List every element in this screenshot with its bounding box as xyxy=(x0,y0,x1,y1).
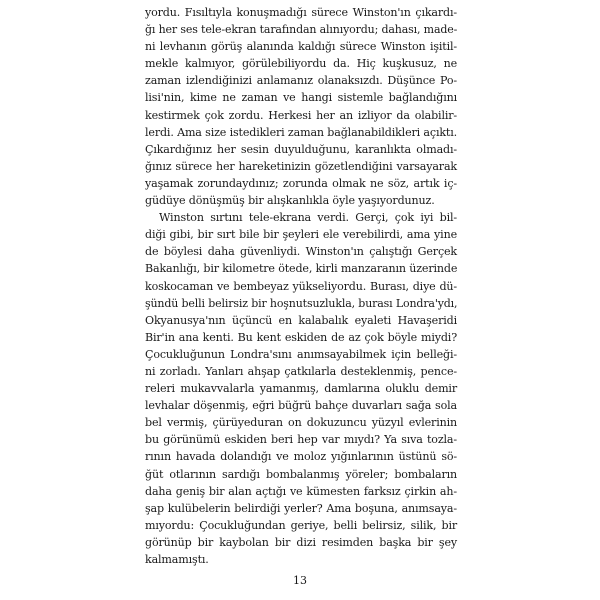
text-line: şündü belli belirsiz bir hoşnutsuzlukla, burası Londra'ydı, xyxy=(145,296,458,310)
text-line: Çocukluğunun Londra'sını anımsayabilmek için belleği- xyxy=(145,347,457,361)
text-line: diği gibi, bir sırt bile bir şeyleri ele verebilirdi, ama yine xyxy=(145,228,457,242)
text-line: mekle kalmıyor, görülebiliyordu da. Hiç kuşkusuz, ne xyxy=(145,57,457,71)
text-line: Okyanusya'nın üçüncü en kalabalık eyaleti Havaşeridi xyxy=(145,313,457,327)
text-line: Bakanlığı, bir kilometre ötede, kirli manzaranın üzerinde xyxy=(145,262,458,276)
text-line: Winston sırtını tele-ekrana verdi. Gerçi, çok iyi bil- xyxy=(159,211,457,225)
text-line: kalmamıştı. xyxy=(145,553,209,566)
text-line: ni zorladı. Yanları ahşap çatkılarla desteklenmiş, pence- xyxy=(145,364,457,378)
text-line: bel vermiş, çürüyeduran on dokuzuncu yüzyıl evlerinin xyxy=(145,416,457,430)
text-line: zaman izlendiğinizi anlamanız olanaksızdı. Düşünce Po- xyxy=(145,74,457,88)
text-line: Bir'in ana kenti. Bu kent eskiden de az çok böyle miydi? xyxy=(145,330,457,344)
text-line: görünüp bir kaybolan bir dizi resimden başka bir şey xyxy=(145,535,457,549)
text-line: lerdi. Ama size istedikleri zaman bağlanabildikleri açıktı. xyxy=(145,125,457,139)
text-line: bu görünümü eskiden beri hep var mıydı? Ya sıva tozla- xyxy=(145,433,457,447)
text-line: yaşamak zorundaydınız; zorunda olmak ne söz, artık iç- xyxy=(145,176,457,190)
text-line: kestirmek çok zordu. Herkesi her an izliyor da olabilir- xyxy=(145,108,457,122)
page-number: 13 xyxy=(293,574,307,587)
text-line: levhalar döşenmiş, eğri büğrü bahçe duvarları sağa sola xyxy=(145,399,457,413)
text-line: de böylesi daha güvenliydi. Winston'ın çalıştığı Gerçek xyxy=(145,245,457,259)
text-line: koskocaman ve bembeyaz yükseliyordu. Burası, diye dü- xyxy=(145,279,457,293)
text-line: ğı her ses tele-ekran tarafından alınıyordu; dahası, made- xyxy=(145,23,458,37)
text-line: mıyordu: Çocukluğundan geriye, belli belirsiz, silik, bir xyxy=(145,518,457,532)
body-text xyxy=(145,4,457,568)
text-line: releri mukavvalarla yamanmış, damlarına oluklu demir xyxy=(145,382,457,396)
text-line: rının havada dolandığı ve moloz yığınlarının üstünü sö- xyxy=(145,450,457,464)
text-line: şap kulübelerin belirdiği yerler? Ama boşuna, anımsaya- xyxy=(145,501,457,515)
text-line: güdüye dönüşmüş bir alışkanlıkla öyle yaşıyordunuz. xyxy=(145,194,435,208)
text-line: daha geniş bir alan açtığı ve kümesten farksız çirkin ah- xyxy=(145,484,457,498)
text-line: Çıkardığınız her sesin duyulduğunu, karanlıkta olmadı- xyxy=(145,142,457,156)
text-line: ğınız sürece her hareketinizin gözetlendiğini varsayarak xyxy=(145,159,457,173)
text-line: ni levhanın görüş alanında kaldığı sürece Winston işitil- xyxy=(145,40,457,54)
text-line: ğüt otlarının sardığı bombalanmış yöreler; bombaların xyxy=(145,467,457,481)
text-line: lisi'nin, kime ne zaman ve hangi sistemle bağlandığını xyxy=(145,91,457,105)
text-line: yordu. Fısıltıyla konuşmadığı sürece Winston'ın çıkardı- xyxy=(145,6,457,19)
